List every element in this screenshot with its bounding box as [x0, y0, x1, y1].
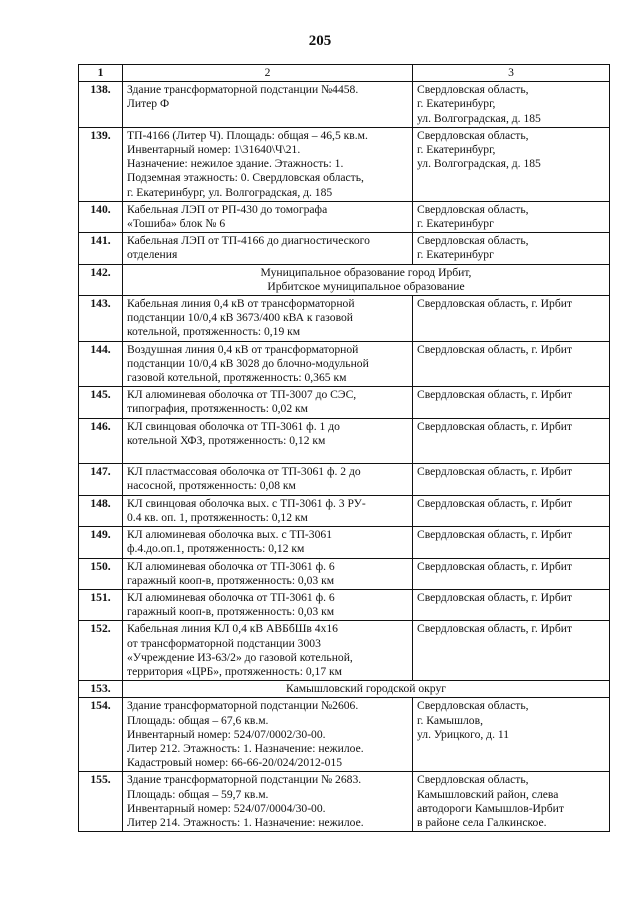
cell-line: г. Екатеринбург: [417, 248, 494, 262]
cell-line: Инвентарный номер: 1\31640\Ч\21.: [127, 143, 301, 157]
cell-line: Свердловская область, г. Ирбит: [417, 622, 573, 636]
section-title: [123, 264, 610, 295]
table-row: [79, 527, 610, 558]
cell-line: Воздушная линия 0,4 кВ от трансформаторной: [127, 342, 359, 356]
object-location: [413, 558, 610, 589]
row-number: 153.: [79, 681, 123, 698]
cell-line: ул. Волгоградская, д. 185: [417, 111, 541, 125]
object-description: [123, 495, 413, 526]
cell-line: Литер 212. Этажность: 1. Назначение: нежилое.: [127, 741, 364, 755]
cell-line: Свердловская область, г. Ирбит: [417, 388, 573, 402]
object-description: [123, 341, 413, 387]
cell-line: гаражный кооп-в, протяженность: 0,03 км: [127, 605, 335, 619]
cell-line: КЛ свинцовая оболочка вых. с ТП-3061 ф. 3 РУ-: [127, 496, 366, 510]
cell-line: Кадастровый номер: 66-66-20/024/2012-015: [127, 756, 343, 770]
object-location: [413, 495, 610, 526]
table-row: [79, 464, 610, 495]
cell-line: ул. Урицкого, д. 11: [417, 727, 510, 741]
row-number: 149.: [79, 527, 123, 558]
table-row: [79, 82, 610, 128]
table-body: [79, 65, 610, 832]
object-location: [413, 82, 610, 128]
cell-line: Муниципальное образование город Ирбит,: [260, 265, 472, 279]
cell-line: КЛ алюминевая оболочка от ТП-3061 ф. 6: [127, 559, 335, 573]
row-number: 146.: [79, 418, 123, 464]
property-registry-table: [78, 64, 610, 832]
cell-line: котельной, протяженность: 0,19 км: [127, 325, 301, 339]
object-location: [413, 698, 610, 772]
object-location: [413, 464, 610, 495]
table-row: [79, 418, 610, 464]
cell-line: 0.4 кв. оп. 1, протяженность: 0,12 км: [127, 510, 308, 524]
cell-line: Свердловская область, г. Ирбит: [417, 496, 573, 510]
cell-line: г. Камышлов,: [417, 713, 483, 727]
row-number: 150.: [79, 558, 123, 589]
cell-line: Литер 214. Этажность: 1. Назначение: нежилое.: [127, 815, 364, 829]
object-location: [413, 296, 610, 342]
cell-line: автодороги Камышлов-Ирбит: [417, 801, 564, 815]
object-location: [413, 772, 610, 832]
row-number: 148.: [79, 495, 123, 526]
cell-line: ТП-4166 (Литер Ч). Площадь: общая – 46,5 кв.м.: [127, 128, 368, 142]
object-location: [413, 341, 610, 387]
row-number: 138.: [79, 82, 123, 128]
cell-line: г. Екатеринбург: [417, 217, 494, 231]
cell-line: Кабельная линия КЛ 0,4 кВ АВБбШв 4х16: [127, 622, 338, 636]
row-number: 152.: [79, 621, 123, 681]
table-row: [79, 558, 610, 589]
column-header-2: 2: [123, 65, 413, 82]
cell-line: Свердловская область, г. Ирбит: [417, 419, 573, 433]
cell-line: «Учреждение ИЗ-63/2» до газовой котельной,: [127, 650, 353, 664]
cell-line: Свердловская область, г. Ирбит: [417, 528, 573, 542]
cell-line: г. Екатеринбург, ул. Волгоградская, д. 185: [127, 185, 333, 199]
object-location: [413, 233, 610, 264]
section-row: [79, 264, 610, 295]
cell-line: Свердловская область, г. Ирбит: [417, 342, 573, 356]
cell-line: Площадь: общая – 67,6 кв.м.: [127, 713, 269, 727]
object-description: [123, 464, 413, 495]
object-description: [123, 621, 413, 681]
object-location: [413, 201, 610, 232]
table-row: [79, 201, 610, 232]
cell-line: КЛ алюминевая оболочка от ТП-3007 до СЭС,: [127, 388, 357, 402]
cell-line: Свердловская область, г. Ирбит: [417, 559, 573, 573]
object-description: [123, 418, 413, 464]
cell-line: Свердловская область, г. Ирбит: [417, 465, 573, 479]
cell-line: ул. Волгоградская, д. 185: [417, 157, 541, 171]
object-description: [123, 558, 413, 589]
object-description: [123, 527, 413, 558]
column-header-3: 3: [413, 65, 610, 82]
cell-line: Подземная этажность: 0. Свердловская область,: [127, 171, 364, 185]
table-header-row: [79, 65, 610, 82]
cell-line: Свердловская область,: [417, 202, 529, 216]
row-number: 141.: [79, 233, 123, 264]
cell-line: Назначение: нежилое здание. Этажность: 1.: [127, 157, 344, 171]
cell-line: г. Екатеринбург,: [417, 97, 496, 111]
cell-line: Литер Ф: [127, 97, 170, 111]
row-number: 142.: [79, 264, 123, 295]
cell-line: Свердловская область,: [417, 699, 529, 713]
cell-line: Здание трансформаторной подстанции №4458.: [127, 83, 359, 97]
cell-line: Свердловская область,: [417, 234, 529, 248]
table-row: [79, 296, 610, 342]
table-row: [79, 772, 610, 832]
cell-line: КЛ алюминевая оболочка от ТП-3061 ф. 6: [127, 590, 335, 604]
cell-line: газовой котельной, протяженность: 0,365 км: [127, 371, 347, 385]
table-row: [79, 387, 610, 418]
object-description: [123, 387, 413, 418]
cell-line: Свердловская область, г. Ирбит: [417, 297, 573, 311]
table-row: [79, 589, 610, 620]
table-row: [79, 698, 610, 772]
cell-line: котельной ХФЗ, протяженность: 0,12 км: [127, 433, 326, 447]
object-description: [123, 772, 413, 832]
cell-line: Свердловская область, г. Ирбит: [417, 590, 573, 604]
cell-line: территория «ЦРБ», протяженность: 0,17 км: [127, 664, 342, 678]
cell-line: КЛ алюминевая оболочка вых. с ТП-3061: [127, 528, 332, 542]
cell-line: Площадь: общая – 59,7 кв.м.: [127, 787, 269, 801]
cell-line: Кабельная ЛЭП от ТП-4166 до диагностического: [127, 234, 370, 248]
cell-line: Камышловский городской округ: [286, 682, 446, 696]
object-description: [123, 233, 413, 264]
cell-line: от трансформаторной подстанции 3003: [127, 636, 321, 650]
object-description: [123, 201, 413, 232]
row-number: 140.: [79, 201, 123, 232]
cell-line: Здание трансформаторной подстанции №2606.: [127, 699, 359, 713]
row-number: 139.: [79, 127, 123, 201]
object-location: [413, 127, 610, 201]
cell-line: КЛ свинцовая оболочка от ТП-3061 ф. 1 до: [127, 419, 340, 433]
object-description: [123, 589, 413, 620]
cell-line: подстанции 10/0,4 кВ 3673/400 кВА к газовой: [127, 311, 353, 325]
cell-line: КЛ пластмассовая оболочка от ТП-3061 ф. 2 до: [127, 465, 361, 479]
cell-line: ф.4.до.оп.1, протяженность: 0,12 км: [127, 542, 305, 556]
row-number: 145.: [79, 387, 123, 418]
cell-line: гаражный кооп-в, протяженность: 0,03 км: [127, 573, 335, 587]
table-row: [79, 621, 610, 681]
object-description: [123, 127, 413, 201]
cell-line: Свердловская область,: [417, 83, 529, 97]
cell-line: подстанции 10/0,4 кВ 3028 до блочно-модульной: [127, 356, 369, 370]
row-number: 147.: [79, 464, 123, 495]
row-number: 154.: [79, 698, 123, 772]
section-title: [123, 681, 610, 698]
table-row: [79, 127, 610, 201]
table-row: [79, 495, 610, 526]
object-description: [123, 296, 413, 342]
cell-line: в районе села Галкинское.: [417, 815, 547, 829]
cell-line: Инвентарный номер: 524/07/0002/30-00.: [127, 727, 326, 741]
cell-line: Кабельная линия 0,4 кВ от трансформаторной: [127, 297, 355, 311]
section-row: [79, 681, 610, 698]
object-description: [123, 698, 413, 772]
cell-line: отделения: [127, 248, 178, 262]
object-location: [413, 621, 610, 681]
row-number: 155.: [79, 772, 123, 832]
cell-line: типография, протяженность: 0,02 км: [127, 402, 308, 416]
cell-line: Свердловская область,: [417, 128, 529, 142]
column-header-1: 1: [79, 65, 123, 82]
table-row: [79, 341, 610, 387]
object-location: [413, 418, 610, 464]
object-location: [413, 589, 610, 620]
object-location: [413, 527, 610, 558]
cell-line: Ирбитское муниципальное образование: [267, 279, 465, 293]
cell-line: Свердловская область,: [417, 773, 529, 787]
cell-line: г. Екатеринбург,: [417, 143, 496, 157]
cell-line: Здание трансформаторной подстанции № 2683.: [127, 773, 362, 787]
row-number: 143.: [79, 296, 123, 342]
cell-line: Инвентарный номер: 524/07/0004/30-00.: [127, 801, 326, 815]
cell-line: Кабельная ЛЭП от РП-430 до томографа: [127, 202, 328, 216]
page-number: 205: [308, 33, 332, 49]
row-number: 144.: [79, 341, 123, 387]
object-location: [413, 387, 610, 418]
row-number: 151.: [79, 589, 123, 620]
cell-line: Камышловский район, слева: [417, 787, 559, 801]
cell-line: насосной, протяженность: 0,08 км: [127, 479, 296, 493]
table-row: [79, 233, 610, 264]
cell-line: «Тошиба» блок № 6: [127, 217, 226, 231]
blank-line: [127, 448, 408, 462]
object-description: [123, 82, 413, 128]
